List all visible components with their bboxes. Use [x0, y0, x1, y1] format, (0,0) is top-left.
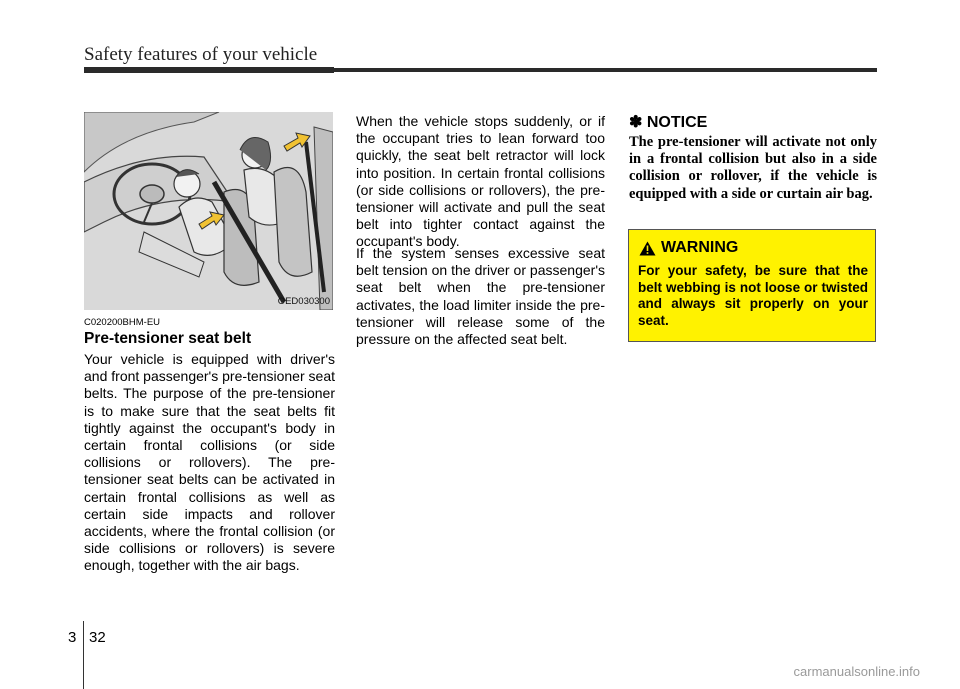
retractor-paragraph: When the vehicle stops suddenly, or if the occupant tries to lean forward too quickly, the seat belt retractor will lock into position. In certain frontal collisions (or side collisions or rollovers), the pre-tensioner will activate and pull the seat belt into tighter contact against the occupant's body.	[356, 113, 605, 250]
load-limiter-paragraph: If the system senses excessive seat belt tension on the driver or passenger's seat belt when the pre-tensioner activates, the load limiter inside the pre-tensioner will release some of the pressure on the affected seat belt.	[356, 245, 605, 348]
illustration-drawing	[84, 112, 333, 310]
footer-divider	[83, 621, 84, 689]
pretensioner-paragraph: Your vehicle is equipped with driver's and front passenger's pre-tensioner seat belts. The purpose of the pre-tensioner is to make sure that the seat belts fit tightly against the occupant's body in certain frontal collisions (or side collisions or rollovers). The pre-tensioner seat belts can be activated in certain frontal collisions as well as certain side impacts and rollover accidents, where the frontal collision (or side collisions or rollovers) is severe enough, together with the air bags.	[84, 351, 335, 574]
page-number: 32	[89, 629, 106, 646]
notice-heading: ✽ NOTICE	[629, 114, 708, 131]
page-header-title: Safety features of your vehicle	[84, 44, 318, 65]
warning-title: WARNING	[661, 239, 739, 256]
watermark: carmanualsonline.info	[793, 664, 920, 679]
pretensioner-illustration	[84, 112, 333, 310]
section-heading: Pre-tensioner seat belt	[84, 330, 252, 347]
header-rule-accent	[84, 67, 334, 73]
warning-box	[628, 229, 876, 342]
notice-text: The pre-tensioner will activate not only in a frontal collision but also in a side collision or rollover, if the vehicle is equipped with a side or curtain air bag.	[629, 134, 877, 202]
chapter-number: 3	[68, 629, 77, 646]
warning-text: For your safety, be sure that the belt webbing is not loose or twisted and always sit properly on your seat.	[638, 263, 868, 328]
warning-title-row	[639, 239, 738, 257]
section-code: C020200BHM-EU	[84, 317, 161, 328]
warning-triangle-icon	[639, 241, 656, 256]
figure-code: OED030300	[277, 296, 330, 307]
